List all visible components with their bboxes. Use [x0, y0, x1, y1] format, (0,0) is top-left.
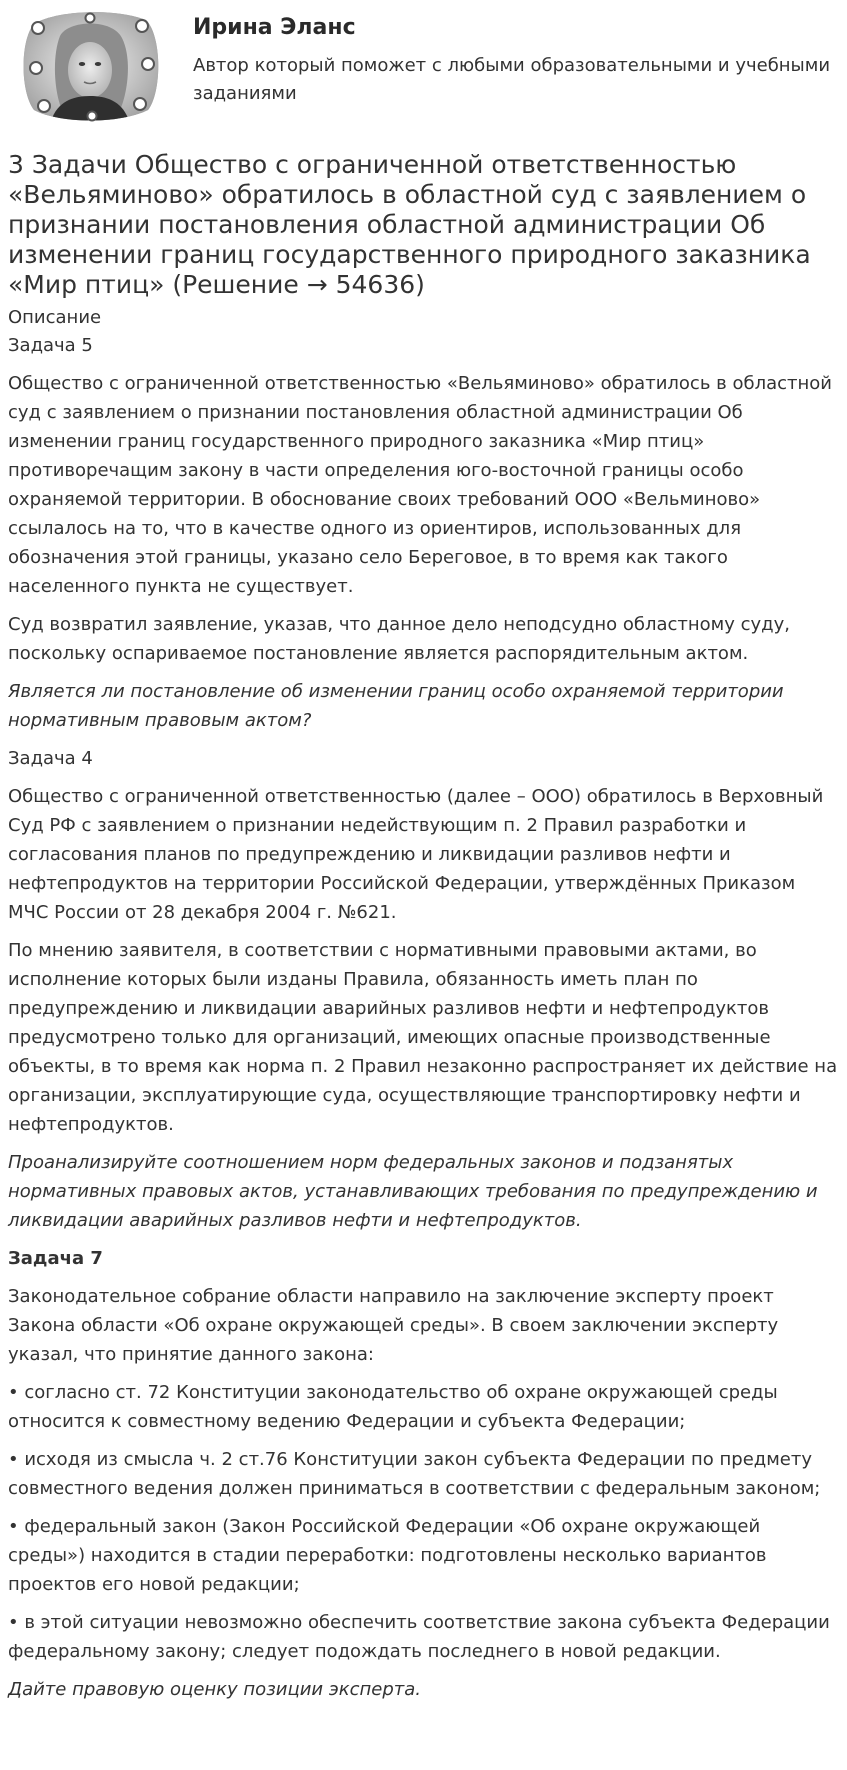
- task4-label: Задача 4: [8, 748, 93, 769]
- task5-paragraph-2: Суд возвратил заявление, указав, что данное дело неподсудно областному суду, поскольку оспариваемое постановление является распорядительным актом.: [8, 614, 790, 664]
- description-label: Описание: [8, 307, 102, 328]
- page-title: 3 Задачи Общество с ограниченной ответственностью «Вельяминово» обратилось в областной суд с заявлением о признании постановления областной администрации Об изменении границ государственного природного заказника «Мир птиц» (Решение → 54636): [8, 150, 811, 299]
- task7-question: Дайте правовую оценку позиции эксперта.: [8, 1679, 421, 1700]
- task4-paragraph-2: По мнению заявителя, в соответствии с нормативными правовыми актами, во исполнение которых были изданы Правила, обязанность иметь план по предупреждению и ликвидации аварийных разливов нефти и нефтепродуктов предусмотрено только для организаций, имеющих опасные производственные объекты, в то время как норма п. 2 Правил незаконно распространяет их действие на организации, эксплуатирующие суда, осуществляющие транспортировку нефти и нефтепродуктов.: [8, 940, 838, 1135]
- content-body: [8, 369, 839, 1704]
- task7-bullet-4: • в этой ситуации невозможно обеспечить соответствие закона субъекта Федерации федеральному закону; следует подождать последнего в новой редакции.: [8, 1612, 830, 1662]
- author-description: Автор который поможет с любыми образовательными и учебными заданиями: [193, 55, 831, 104]
- task5-label: Задача 5: [8, 335, 93, 356]
- author-info: [193, 10, 833, 108]
- task7-bullet-2: • исходя из смысла ч. 2 ст.76 Конституции закон субъекта Федерации по предмету совместного ведения должен приниматься в соответствии с федеральным законом;: [8, 1449, 821, 1499]
- author-header: [8, 0, 839, 128]
- author-avatar[interactable]: [16, 6, 164, 124]
- task7-bullet-3: • федеральный закон (Закон Российской Федерации «Об охране окружающей среды») находится в стадии переработки: подготовлены несколько вариантов проектов его новой редакции;: [8, 1516, 767, 1595]
- task4-paragraph-1: Общество с ограниченной ответственностью (далее – ООО) обратилось в Верховный Суд РФ с заявлением о признании недействующим п. 2 Правил разработки и согласования планов по предупреждению и ликвидации разливов нефти и нефтепродуктов на территории Российской Федерации, утверждённых Приказом МЧС России от 28 декабря 2004 г. №621.: [8, 786, 824, 923]
- task5-paragraph-1: Общество с ограниченной ответственностью «Вельяминово» обратилось в областной суд с заявлением о признании постановления областной администрации Об изменении границ государственного природного заказника «Мир птиц» противоречащим закону в части определения юго-восточной границы особо охраняемой территории. В обоснование своих требований ООО «Вельминово» ссылалось на то, что в качестве одного из ориентиров, использованных для обозначения этой границы, указано село Береговое, в то время как такого населенного пункта не существует.: [8, 373, 832, 597]
- task5-question: Является ли постановление об изменении границ особо охраняемой территории нормативным правовым актом?: [8, 681, 784, 731]
- author-name[interactable]: Ирина Эланс: [193, 15, 356, 40]
- task7-label: Задача 7: [8, 1248, 103, 1269]
- task7-bullet-1: • согласно ст. 72 Конституции законодательство об охране окружающей среды относится к совместному ведению Федерации и субъекта Федерации;: [8, 1382, 778, 1432]
- task7-paragraph-1: Законодательное собрание области направило на заключение эксперту проект Закона области «Об охране окружающей среды». В своем заключении эксперту указал, что принятие данного закона:: [8, 1286, 779, 1365]
- task4-question: Проанализируйте соотношением норм федеральных законов и подзанятых нормативных правовых актов, устанавливающих требования по предупреждению и ликвидации аварийных разливов нефти и нефтепродуктов.: [8, 1152, 818, 1231]
